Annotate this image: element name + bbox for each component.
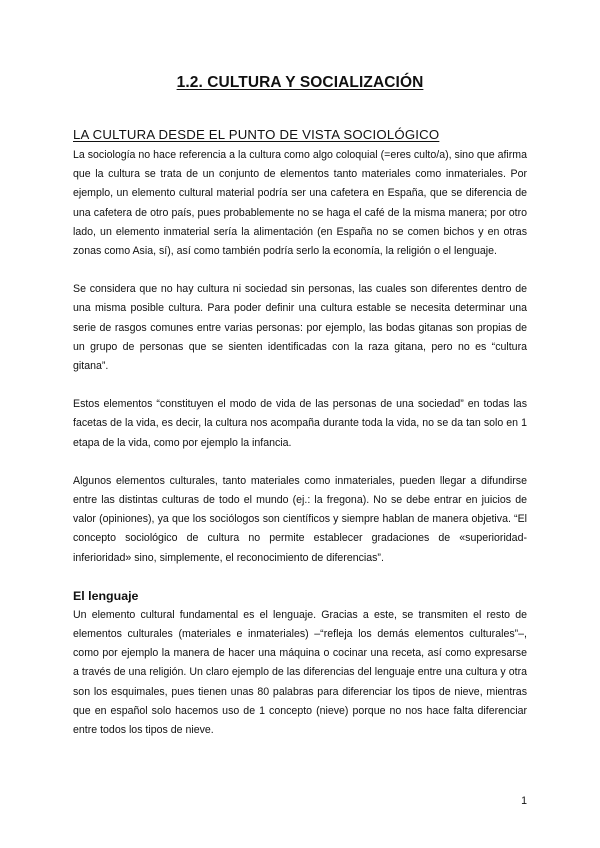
- page-number: 1: [521, 795, 527, 807]
- document-title: 1.2. CULTURA Y SOCIALIZACIÓN: [176, 74, 424, 91]
- paragraph-difusion-cultural: Algunos elementos culturales, tanto materiales como inmateriales, pueden llegar a difundirse entre las distintas culturas de todo el mundo (ej.: la fregona). No se debe entrar en juicios de valor (opiniones), ya que los sociólogos son científicos y siempre hablan de manera objetiva. “El concepto sociológico de cultura no permite establecer gradaciones de «superioridad-inferioridad» sino, simplemente, el reconocimiento de diferencias”.: [73, 474, 527, 564]
- paragraph-modo-de-vida: Estos elementos “constituyen el modo de vida de las personas de una sociedad” en todas las facetas de la vida, es decir, la cultura nos acompaña durante toda la vida, no se da tan solo en 1 etapa de la vida, como por ejemplo la infancia.: [73, 398, 527, 449]
- paragraph-cultura-definicion: La sociología no hace referencia a la cultura como algo coloquial (=eres culto/a), sino que afirma que la cultura se trata de un conjunto de elementos tanto materiales como inmateriales. Por ejemplo, un elemento cultural material podría ser una cafetera en España, que se diferencia de una cafetera de otro país, pues probablemente no se haga el café de la misma manera; por otro lado, un elemento inmaterial sería la alimentación (en España no se comen bichos y en otras zonas como Asia, sí), así como también podría serlo la economía, la religión o el lenguaje.: [73, 149, 527, 258]
- paragraph-lenguaje: Un elemento cultural fundamental es el lenguaje. Gracias a este, se transmiten el resto de elementos culturales (materiales e inmateriales) –“refleja los demás elementos culturales”–, como por ejemplo la manera de hacer una máquina o cocinar una receta, así como expresarse a través de una religión. Un claro ejemplo de las diferencias del lenguaje entre una cultura y otra son los esquimales, pues tienen unas 80 palabras para diferenciar los tipos de nieve, mientras que en español solo hacemos uso de 1 concepto (nieve) porque no nos hace falta diferenciar entre todos los tipos de nieve.: [73, 608, 527, 737]
- document-body: [73, 126, 527, 740]
- section-heading: LA CULTURA DESDE EL PUNTO DE VISTA SOCIOLÓGICO: [73, 127, 440, 142]
- subsection-heading-lenguaje: El lenguaje: [73, 588, 139, 603]
- paragraph-cultura-personas: Se considera que no hay cultura ni sociedad sin personas, las cuales son diferentes dentro de una misma posible cultura. Para poder definir una cultura estable se necesita determinar una serie de rasgos comunes entre varias personas: por ejemplo, las bodas gitanas son propias de un grupo de personas que se sienten identificadas con la raza gitana, pero no es “cultura gitana”.: [73, 283, 527, 373]
